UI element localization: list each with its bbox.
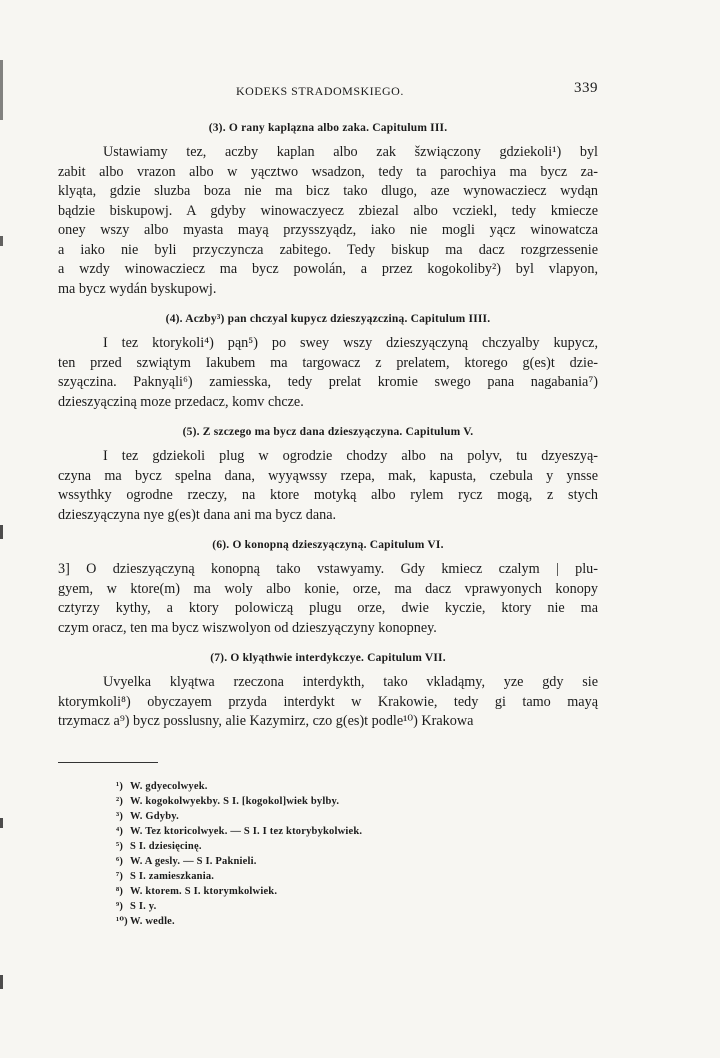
footnote-text: S I. y. [130, 900, 157, 912]
footnote-text: W. Gdyby. [130, 810, 179, 822]
footnote-mark: ¹⁰) [116, 915, 128, 927]
text-line: a iako nie byli przyczyncza zabitego. Tedy biskup ma dacz rozgrzessenie [58, 241, 598, 258]
footnotes [58, 779, 598, 929]
section-heading: (3). O rany kaplązna albo zaka. Capitulum III. [208, 122, 448, 134]
section-paragraph [58, 143, 598, 299]
footnote-text: W. kogokolwyekby. S I. [kogokol]wiek bylby. [130, 795, 340, 807]
footnote [116, 914, 598, 929]
footnote-mark: ⁷) [116, 870, 124, 882]
footnote [116, 869, 598, 884]
footnote-text: S I. dziesięcinę. [130, 840, 202, 852]
footnote-text: W. A gesly. — S I. Paknieli. [130, 855, 257, 867]
footnote-text: W. Tez ktoricolwyek. — S I. I tez ktorybykolwiek. [130, 825, 363, 837]
text-line: gyem, w ktore(m) ma woly albo konie, orze, ma dacz vprawyonych konopy [58, 580, 598, 597]
text-line: bądzie biskupowj. A gdyby winowaczyecz zbiezal albo vcziekl, tedy kmiecze [58, 202, 598, 219]
section-heading: (6). O konopną dzieszyączyną. Capitulum VI. [212, 539, 444, 551]
text-line: cztyrzy kythy, a ktory polowiczą plugu orze, dwie kyczie, ktory nie ma [58, 600, 598, 616]
text-line: Uvyelka klyątwa rzeczona interdykth, tako vkladąmy, yze gdy sie [103, 674, 598, 690]
text-line: a wzdy winowacziecz ma bycz powolán, a przez kogokoliby²) byl vlapyon, [58, 261, 598, 277]
left-margin-scan-mark [0, 60, 3, 120]
left-margin-scan-mark [0, 525, 3, 539]
footnote [116, 794, 598, 809]
text-line: I tez ktorykoli⁴) pąn⁵) po swey wszy dzieszyączyną chczyalby kupycz, [103, 335, 598, 351]
text-line: czyna ma bycz spelna dana, wyyąwssy rzepa, mak, kapusta, czebula y ynsse [58, 467, 598, 484]
page-number: 339 [574, 80, 598, 96]
left-margin-scan-mark [0, 818, 3, 828]
section-heading: (5). Z szczego ma bycz dana dzieszyączyna. Capitulum V. [182, 426, 474, 438]
text-line: wssythky ogrodne rzeczy, na ktore motyką albo rylem rycz mogą, z stych [58, 487, 598, 503]
document-page [58, 78, 598, 929]
text-line: dzieszyącziną moze przedacz, komv chcze. [58, 393, 304, 410]
footnote-text: S I. zamieszkania. [130, 870, 215, 882]
text-body [58, 122, 598, 732]
footnote-mark: ³) [116, 810, 124, 822]
running-head [58, 78, 598, 104]
section-heading: (7). O klyąthwie interdykczye. Capitulum VII. [210, 652, 446, 664]
footnote-mark: ⁹) [116, 900, 124, 912]
text-line: I tez gdziekoli plug w ogrodzie chodzy albo na polyv, tu dzyeszyą- [103, 448, 598, 464]
footnote-mark: ⁴) [116, 825, 124, 837]
footnote-mark: ¹) [116, 780, 124, 792]
footnote-mark: ⁵) [116, 840, 124, 852]
text-line: klyąta, gdzie sluzba boza nie ma bicz tako dlugo, aze wynowacziecz wydąn [58, 183, 598, 199]
footnote-rule [58, 762, 158, 763]
section-paragraph [58, 560, 598, 638]
footnote [116, 779, 598, 794]
left-margin-scan-mark [0, 975, 3, 989]
footnote [116, 839, 598, 854]
footnote-text: W. gdyecolwyek. [130, 780, 208, 792]
text-line: czym oracz, ten ma bycz wiszwolyon od dzieszyączyny konopney. [58, 619, 437, 636]
footnote-text: W. ktorem. S I. ktorymkolwiek. [130, 885, 278, 897]
text-line: Ustawiamy tez, aczby kaplan albo zak šzwiączony gdziekoli¹) byl [103, 144, 598, 160]
left-margin-scan-mark [0, 236, 3, 246]
footnote-mark: ²) [116, 795, 124, 807]
footnote [116, 824, 598, 839]
text-line: dzieszyączyna nye g(es)t dana ani ma bycz dana. [58, 506, 337, 523]
section-paragraph [58, 673, 598, 732]
footnote [116, 899, 598, 914]
running-head-title: KODEKS STRADOMSKIEGO. [236, 84, 404, 98]
text-line: szyączina. Paknyąli⁶) zamiesska, tedy prelat kromie swego pana nagabania⁷) [58, 374, 598, 390]
text-line: 3] O dzieszyączyną konopną tako vstawyamy. Gdy kmiecz czalym | plu- [58, 561, 598, 577]
footnote [116, 884, 598, 899]
text-line: ma bycz wydán byskupowj. [58, 280, 217, 297]
footnote-text: W. wedle. [130, 915, 175, 927]
section-paragraph [58, 334, 598, 412]
text-line: oney wszy albo myasta mayą przysszyądz, iako nie mogli yącz winowatcza [58, 222, 598, 238]
footnote-mark: ⁸) [116, 885, 124, 897]
text-line: zabit albo vrazon albo w yącztwo wsadzon, tedy ta parochiya ma bycz za- [58, 163, 598, 180]
text-line: ktorymkoli⁸) obyczayem przyda interdykt w Krakowie, tedy gi tamo mayą [58, 693, 598, 710]
section-heading: (4). Aczby³) pan chczyal kupycz dzieszyązcziną. Capitulum IIII. [165, 313, 491, 325]
footnote-mark: ⁶) [116, 855, 124, 867]
footnote [116, 809, 598, 824]
text-line: ten przed szwiątym Iakubem ma targowacz z prelatem, ktorego g(es)t dzie- [58, 354, 598, 371]
footnote [116, 854, 598, 869]
text-line: trzymacz a⁹) bycz posslusny, alie Kazymirz, czo g(es)t podle¹⁰) Krakowa [58, 713, 474, 729]
section-paragraph [58, 447, 598, 525]
